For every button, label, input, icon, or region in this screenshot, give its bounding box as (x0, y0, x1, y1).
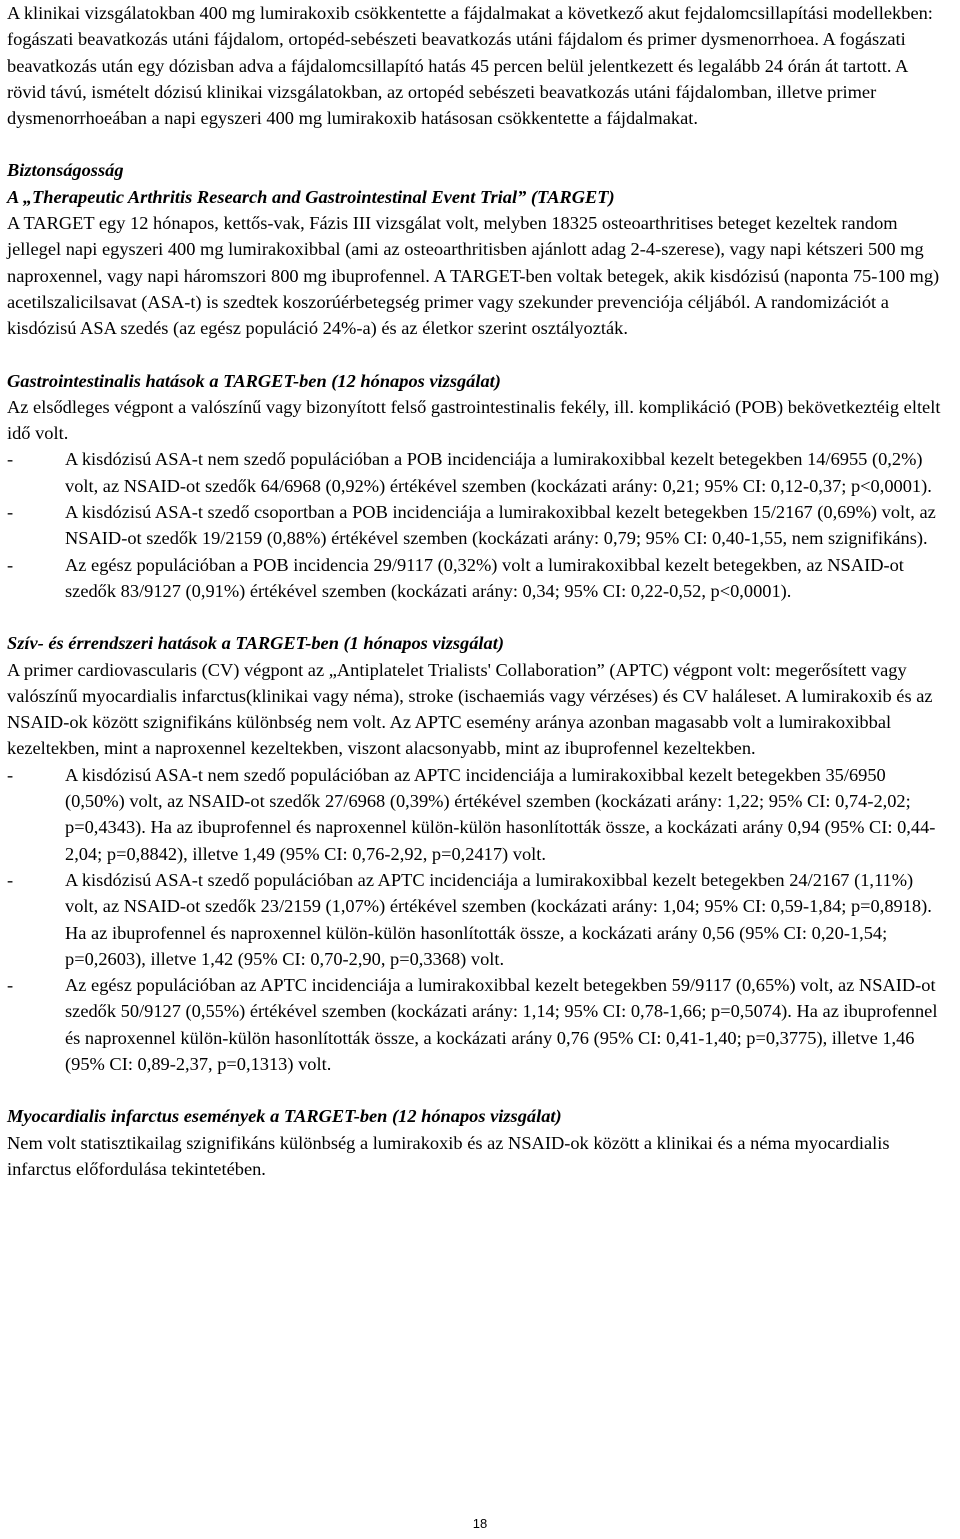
cv-bullet-3 (7, 972, 950, 1077)
spacer (7, 131, 950, 157)
gi-heading: Gastrointestinalis hatások a TARGET-ben (12 hónapos vizsgálat) (7, 370, 501, 391)
spacer (7, 1077, 950, 1103)
bullet-text: A kisdózisú ASA-t szedő populációban az APTC incidenciája a lumirakoxibbal kezelt betegekben 24/2167 (1,11%) volt, az NSAID-ot szedők 23/2159 (1,07%) értékével szemben (kockázati arány: 1,04; 95% CI: 0,59-1,84; p=0,8918). Ha az ibuprofennel és naproxennel külön-külön hasonlították össze, a kockázati arány 0,56 (95% CI: 0,20-1,54; p=0,2603), illetve 1,42 (95% CI: 0,70-2,90, p=0,3368) volt. (65, 869, 932, 969)
gi-paragraph: Az elsődleges végpont a valószínű vagy bizonyított felső gastrointestinalis fekély, ill. komplikáció (POB) bekövetkeztéig eltelt idő volt. (7, 396, 941, 444)
cv-heading: Szív- és érrendszeri hatások a TARGET-ben (1 hónapos vizsgálat) (7, 633, 504, 654)
target-paragraph: A TARGET egy 12 hónapos, kettős-vak, Fázis III vizsgálat volt, melyben 18325 osteoarthritises beteget kezeltek random jellegel napi egyszeri 400 mg lumirakoxibbal (ami az osteoarthritisben ajánlott adag 2-4-szerese), vagy napi kétszeri 500 mg naproxennel, vagy napi háromszori 800 mg ibuprofennel. A TARGET-ben voltak betegek, akik kisdózisú (naponta 75-100 mg) acetilszalicilsavat (ASA-t) is szedtek koszorúérbetegség primer vagy szekunder prevenciója céljából. A randomizációt a kisdózisú ASA szedés (az egész populáció 24%-a) és az életkor szerint osztályozták. (7, 213, 940, 339)
bullet-dash: - (7, 554, 14, 575)
intro-paragraph: A klinikai vizsgálatokban 400 mg lumirakoxib csökkentette a fájdalmakat a következő akut fejdalomcsillapítási modellekben: fogászati beavatkozás utáni fájdalom, ortopéd-sebészeti beavatkozás utáni fájdalom és primer dysmenorrhoea. A fogászati beavatkozás után egy dózisban adva a fájdalomcsillapító hatás 45 percen belül jelentkezett és legalább 24 órán át tartott. A rövid távú, ismételt dózisú klinikai vizsgálatokban, az ortopéd sebészeti beavatkozás utáni fájdalomban, illetve primer dysmenorrhoeában a napi egyszeri 400 mg lumirakoxib hatásosan csökkentette a fájdalmakat. (7, 3, 933, 129)
target-subheading: A „Therapeutic Arthritis Research and Gastrointestinal Event Trial” (TARGET) (7, 186, 615, 207)
gi-bullet-1 (7, 446, 950, 499)
cv-paragraph: A primer cardiovascularis (CV) végpont az „Antiplatelet Trialists' Collaboration” (APTC) végpont volt: megerősített vagy valószínű myocardialis infarctus(klinikai vagy néma), stroke (ischaemiás vagy vérzéses) és CV haláleset. A lumirakoxib és az NSAID-ok között szignifikáns különbség nem volt. Az APTC esemény aránya azonban magasabb volt a lumirakoxibbal kezeltekben, mint a naproxennel kezeltekben, viszont alacsonyabb, mint az ibuprofennel kezeltekben. (7, 659, 933, 759)
safety-heading: Biztonságosság (7, 160, 124, 181)
cv-bullet-2 (7, 867, 950, 972)
bullet-dash: - (7, 449, 14, 470)
spacer (7, 342, 950, 368)
bullet-dash: - (7, 764, 14, 785)
bullet-dash: - (7, 502, 14, 523)
bullet-text: A kisdózisú ASA-t nem szedő populációban a POB incidenciája a lumirakoxibbal kezelt betegekben 14/6955 (0,2%) volt, az NSAID-ot szedők 64/6968 (0,92%) értékével szemben (kockázati arány: 0,21; 95% CI: 0,12-0,37; p<0,0001). (65, 449, 932, 496)
bullet-text: A kisdózisú ASA-t szedő csoportban a POB incidenciája a lumirakoxibbal kezelt betegekben 15/2167 (0,69%) volt, az NSAID-ot szedők 19/2159 (0,88%) értékével szemben (kockázati arány: 0,79; 95% CI: 0,40-1,55, nem szignifikáns). (65, 502, 936, 549)
cv-bullet-1 (7, 762, 950, 867)
bullet-text: A kisdózisú ASA-t nem szedő populációban az APTC incidenciája a lumirakoxibbal kezelt betegekben 35/6950 (0,50%) volt, az NSAID-ot szedők 27/6968 (0,39%) értékével szemben (kockázati arány: 1,22; 95% CI: 0,74-2,02; p=0,4343). Ha az ibuprofennel és naproxennel külön-külön hasonlították össze, a kockázati arány 0,94 (95% CI: 0,44-2,04; p=0,8842), illetve 1,49 (95% CI: 0,76-2,92, p=0,2417) volt. (65, 764, 936, 864)
bullet-dash: - (7, 869, 14, 890)
mi-heading: Myocardialis infarctus események a TARGET-ben (12 hónapos vizsgálat) (7, 1106, 562, 1127)
page-number: 18 (472, 1516, 488, 1531)
gi-bullet-2 (7, 499, 950, 552)
gi-bullet-3 (7, 552, 950, 605)
spacer (7, 604, 950, 630)
bullet-dash: - (7, 975, 14, 996)
bullet-text: Az egész populációban a POB incidencia 29/9117 (0,32%) volt a lumirakoxibbal kezelt betegekben, az NSAID-ot szedők 83/9127 (0,91%) értékével szemben (kockázati arány: 0,34; 95% CI: 0,22-0,52, p<0,0001). (65, 554, 904, 601)
mi-paragraph: Nem volt statisztikailag szignifikáns különbség a lumirakoxib és az NSAID-ok között a klinikai és a néma myocardialis infarctus előfordulása tekintetében. (7, 1132, 890, 1179)
bullet-text: Az egész populációban az APTC incidenciája a lumirakoxibbal kezelt betegekben 59/9117 (0,65%) volt, az NSAID-ot szedők 50/9127 (0,55%) értékével szemben (kockázati arány: 1,14; 95% CI: 0,78-1,66; p=0,5074). Ha az ibuprofennel és naproxennel külön-külön hasonlították össze, a kockázati arány 0,76 (95% CI: 0,41-1,40; p=0,3775), illetve 1,46 (95% CI: 0,89-2,37, p=0,1313) volt. (65, 975, 938, 1074)
